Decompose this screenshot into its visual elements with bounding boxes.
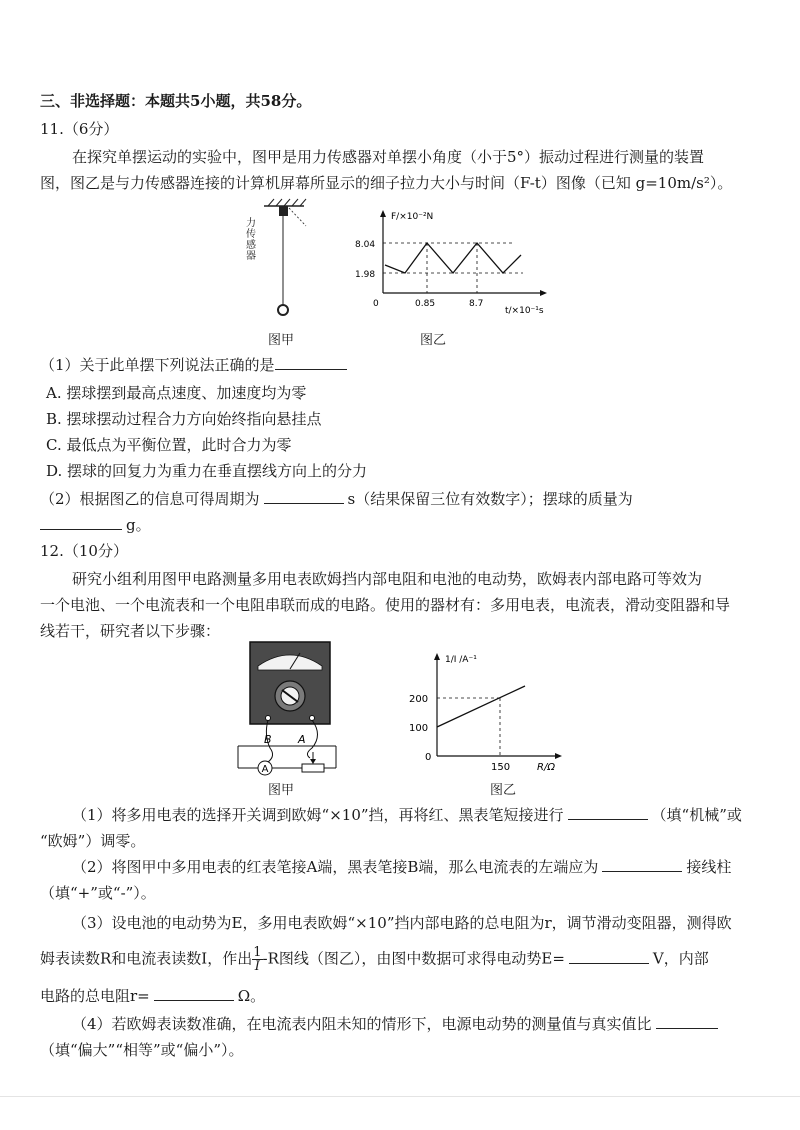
q12-fig-b-caption: 图乙 (490, 783, 517, 798)
y-axis-label: F/×10⁻²N (391, 212, 434, 222)
page-bottom-divider (0, 1096, 800, 1097)
q12-step3-text-b2: -R图线（图乙），由图中数据可求得电动势E= (262, 949, 565, 968)
q11-fig-a-caption: 图甲 (268, 333, 295, 348)
red-probe-lead (307, 720, 317, 758)
y-axis-label: 1/I /A⁻¹ (445, 655, 477, 665)
q12-resistance-blank[interactable] (154, 986, 234, 1001)
q11-mass-blank[interactable] (40, 515, 122, 530)
origin-label: 0 (373, 299, 379, 309)
y-tick-max: 8.04 (355, 240, 376, 250)
x-axis-label: t/×10⁻¹s (505, 306, 544, 316)
q12-step3-line1: （3）设电池的电动势为E，多用电表欧姆“×10”挡内部电路的总电阻为r，调节滑动变阻器，测得欧 (72, 914, 732, 932)
q12-intro-line1: 研究小组利用图甲电路测量多用电表欧姆挡内部电阻和电池的电动势，欧姆表内部电路可等效为 (72, 570, 703, 588)
force-sensor-label: 力传感器 (246, 218, 256, 262)
x-axis-arrow (540, 290, 547, 296)
option-c: C. 最低点为平衡位置，此时合力为零 (46, 436, 292, 454)
q12-intro-line3: 线若干，研究者以下步骤： (40, 622, 221, 640)
q12-step4-line1 (72, 1014, 718, 1034)
q12-comparison-blank[interactable] (656, 1014, 718, 1029)
q12-fig-a-caption: 图甲 (268, 783, 295, 798)
q11-sub2 (40, 489, 633, 509)
q12-step4-text-a: （4）若欧姆表读数准确，在电流表内阻未知的情形下，电源电动势的测量值与真实值比 (72, 1015, 652, 1033)
fitted-line (437, 686, 525, 727)
q11-sub1-answer-blank[interactable] (275, 355, 347, 370)
q12-step1-line1 (72, 805, 742, 825)
q12-step3-text-c1: 电路的总电阻r= (40, 987, 150, 1005)
q12-step2-line1 (72, 857, 731, 877)
q11-mass-unit: g。 (126, 516, 151, 534)
q11-intro-line1: 在探究单摆运动的实验中，图甲是用力传感器对单摆小角度（小于5°）振动过程进行测量的装置 (72, 148, 705, 166)
q12-step3-line3 (40, 986, 265, 1006)
q11-fig-b-caption: 图乙 (420, 333, 447, 348)
y-tick-min: 1.98 (355, 270, 376, 280)
option-d: D. 摆球的回复力为重力在垂直摆线方向上的分力 (46, 462, 368, 480)
y-tick-200: 200 (409, 694, 429, 705)
q11-mass-line (40, 515, 151, 535)
force-sensor-block (279, 206, 288, 216)
option-b: B. 摆球摆动过程合力方向始终指向悬挂点 (46, 410, 322, 428)
q11-sub2-text-a: （2）根据图乙的信息可得周期为 (40, 490, 260, 508)
fraction-denominator: I (254, 959, 260, 974)
ammeter-label: A (261, 764, 269, 775)
q12-step3-text-c2: Ω。 (237, 987, 266, 1005)
y-axis-arrow (434, 653, 440, 660)
q12-terminal-blank[interactable] (602, 857, 682, 872)
q12-step2-line2: （填“+”或“-”）。 (40, 884, 156, 902)
q11-number: 11.（6分） (40, 120, 119, 138)
section-heading: 三、非选择题：本题共5小题，共58分。 (40, 92, 312, 110)
force-curve (385, 243, 521, 273)
q12-step2-text-a: （2）将图甲中多用电表的红表笔接A端，黑表笔接B端，那么电流表的左端应为 (72, 858, 599, 876)
q11-period-blank[interactable] (264, 489, 344, 504)
terminal-b-label: B (264, 733, 272, 746)
q11-sub1 (40, 355, 347, 375)
q12-step2-text-b: 接线柱 (686, 858, 732, 876)
inverse-current-fraction (252, 946, 262, 973)
x-tick-2: 8.7 (469, 299, 484, 309)
q12-step4-line2: （填“偏大”“相等”或“偏小”）。 (40, 1041, 244, 1059)
y-tick-100: 100 (409, 723, 429, 734)
q11-intro-line2: 图，图乙是与力传感器连接的计算机屏幕所显示的细子拉力大小与时间（F-t）图像（已知 g=10m/s²）。 (40, 174, 733, 192)
q11-sub1-text: （1）关于此单摆下列说法正确的是 (40, 356, 275, 374)
q12-step3-text-b1: 姆表读数R和电流表读数I，作出 (40, 949, 253, 968)
q12-number: 12.（10分） (40, 542, 128, 560)
terminal-a-label: A (298, 733, 306, 746)
multimeter-circuit-figure (228, 640, 353, 780)
q12-zero-type-blank[interactable] (568, 805, 648, 820)
x-tick-1: 0.85 (415, 299, 436, 309)
force-time-chart (355, 205, 560, 320)
q12-emf-blank[interactable] (569, 949, 649, 964)
option-a: A. 摆球摆到最高点速度、加速度均为零 (46, 384, 307, 402)
x-tick-150: 150 (491, 762, 511, 773)
q12-step1-text-a: （1）将多用电表的选择开关调到欧姆“×10”挡，再将红、黑表笔短接进行 (72, 806, 564, 824)
q12-step1-text-b: （填“机械”或 (651, 806, 742, 824)
q11-sub2-text-b: s（结果保留三位有效数字）；摆球的质量为 (347, 490, 633, 508)
origin-label: 0 (425, 752, 432, 763)
y-axis-arrow (380, 210, 386, 217)
fraction-numerator: 1 (253, 945, 262, 960)
inverse-current-resistance-chart (405, 646, 575, 780)
q12-intro-line2: 一个电池、一个电流表和一个电阻串联而成的电路。使用的器材有：多用电表，电流表，滑动变阻器和导 (40, 596, 731, 614)
q12-step3-line2 (40, 946, 709, 973)
rheostat-symbol (302, 764, 324, 772)
q12-step3-text-b3: V，内部 (652, 949, 709, 968)
q12-step1-line2: “欧姆”）调零。 (40, 832, 146, 850)
pendulum-bob (278, 305, 288, 315)
x-axis-label: R/Ω (537, 762, 555, 773)
x-axis-arrow (555, 753, 562, 759)
